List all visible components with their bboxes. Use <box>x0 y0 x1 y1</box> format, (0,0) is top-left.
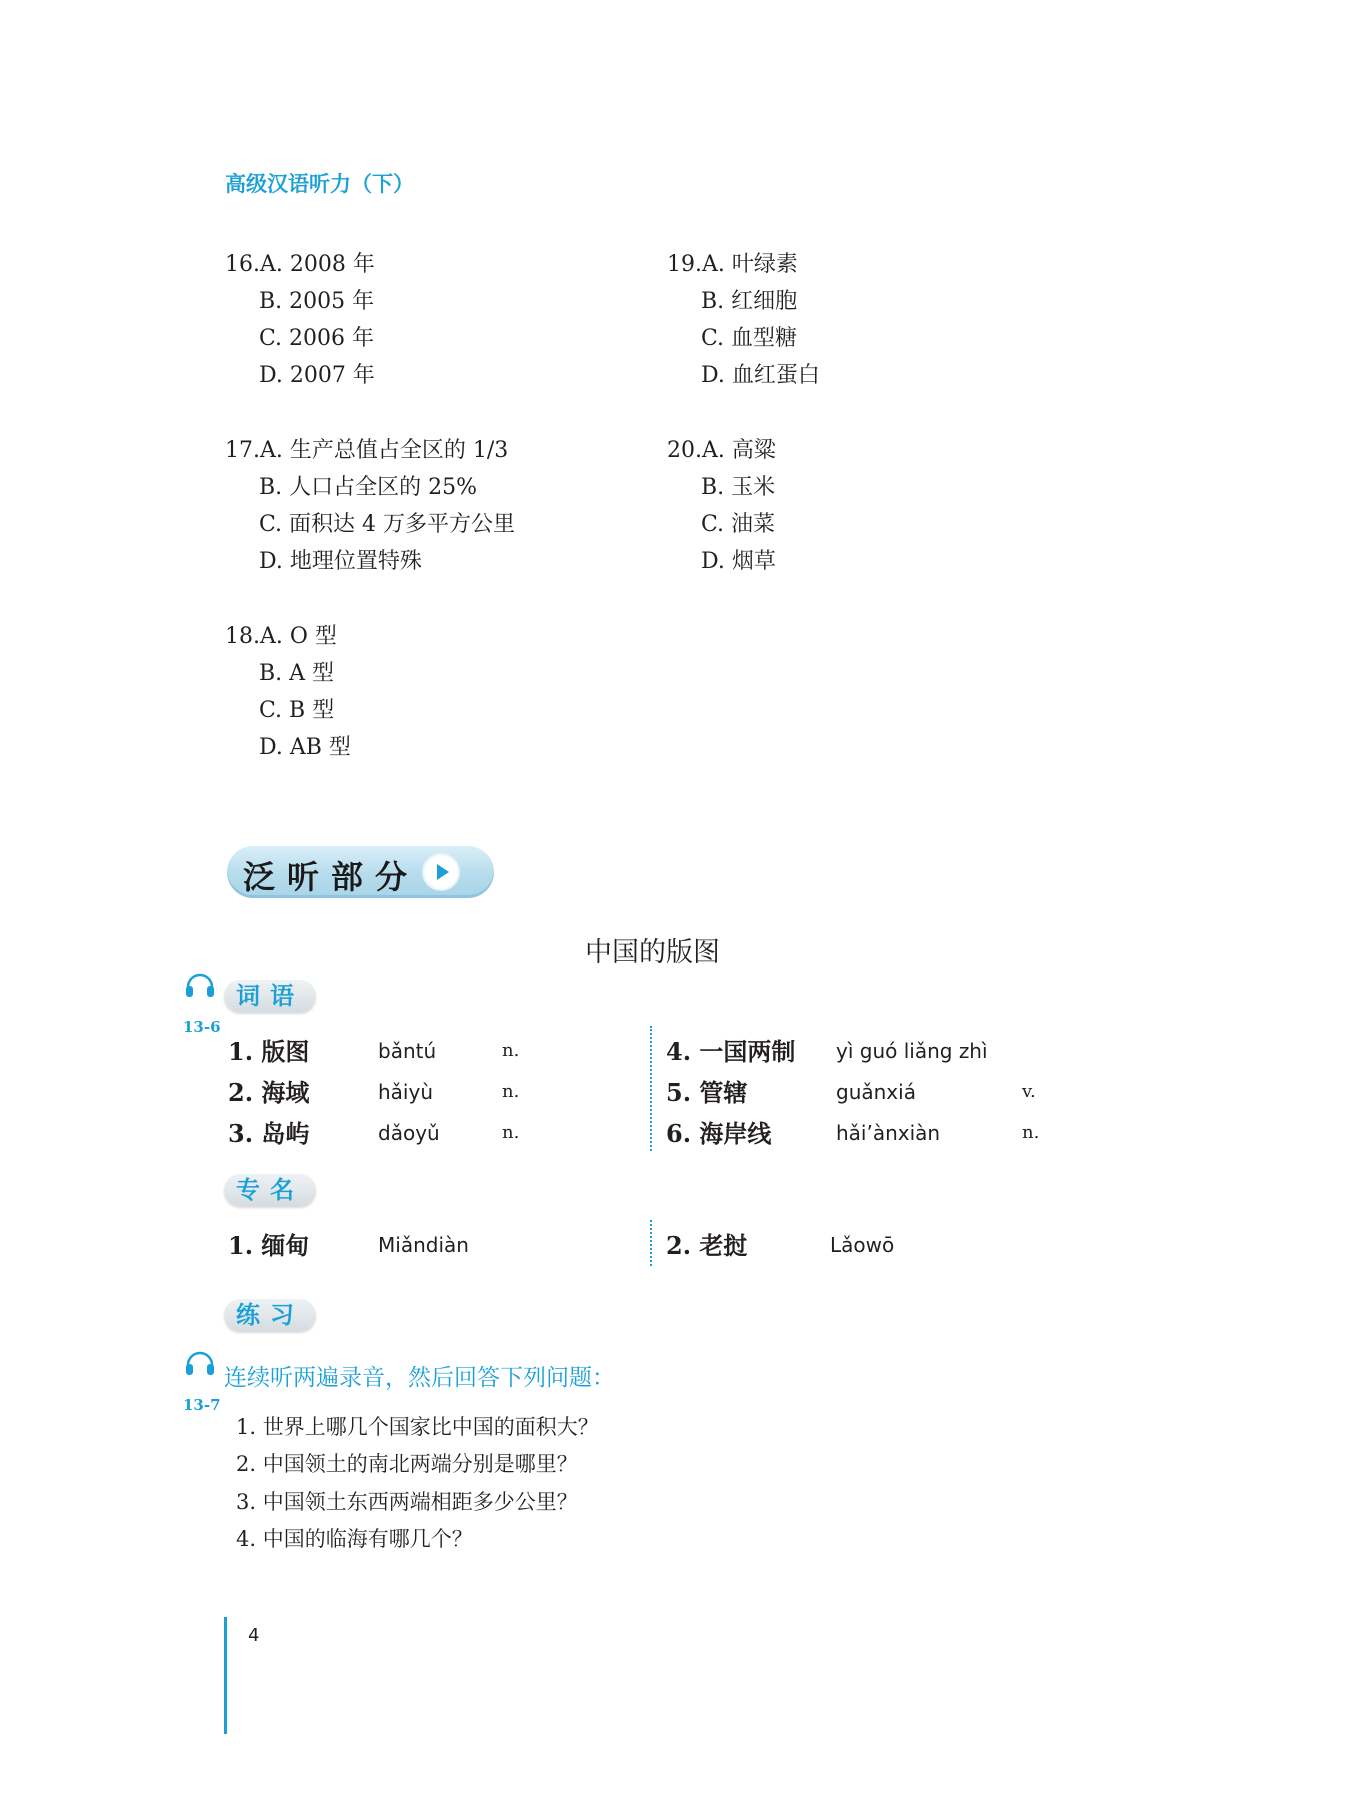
exercise-instruction: 连续听两遍录音，然后回答下列问题： <box>224 1365 615 1391</box>
option-c: C. 血型糖 <box>701 326 798 351</box>
proper-nouns-heading: 专名 <box>224 1174 316 1206</box>
vocab-pinyin-5: guǎnxiá <box>836 1080 916 1104</box>
option-b: B. A 型 <box>259 661 335 686</box>
listening-question-4: 4. 中国的临海有哪几个？ <box>236 1527 473 1551</box>
question-16 <box>225 246 375 394</box>
page-number: 4 <box>248 1625 260 1646</box>
question-18 <box>225 618 351 766</box>
vocab-pinyin-6: hǎi’ànxiàn <box>836 1121 941 1145</box>
question-number: 19. <box>667 252 702 277</box>
vocab-pos-6: n. <box>1022 1122 1040 1143</box>
vocab-word-6: 6. 海岸线 <box>666 1119 772 1148</box>
vocab-word-2: 2. 海域 <box>228 1078 310 1107</box>
proper-noun-pinyin-2: Lǎowō <box>830 1233 895 1257</box>
option-d: D. 地理位置特殊 <box>259 549 422 574</box>
option-d: D. 血红蛋白 <box>701 363 820 388</box>
listening-question-3: 3. 中国领土东西两端相距多少公里？ <box>236 1490 578 1514</box>
section-banner-label: 泛听部分 <box>243 858 420 896</box>
vocab-word-4: 4. 一国两制 <box>666 1037 796 1066</box>
headphones-icon <box>183 1345 217 1379</box>
running-head: 高级汉语听力（下） <box>225 171 414 196</box>
option-c: C. B 型 <box>259 698 335 723</box>
question-17 <box>225 432 515 580</box>
vocab-pos-1: n. <box>502 1040 520 1061</box>
option-b: B. 人口占全区的 25% <box>259 475 478 500</box>
vocab-pinyin-2: hǎiyù <box>378 1080 433 1104</box>
vocab-word-1: 1. 版图 <box>228 1037 310 1066</box>
vocab-pinyin-3: dǎoyǔ <box>378 1121 440 1145</box>
vocab-pos-3: n. <box>502 1122 520 1143</box>
exercise-track-number: 13-7 <box>183 1396 221 1414</box>
vocab-word-3: 3. 岛屿 <box>228 1119 310 1148</box>
option-a: A. 生产总值占全区的 1/3 <box>260 438 509 463</box>
vocab-pinyin-1: bǎntú <box>378 1039 437 1063</box>
vocab-pos-5: v. <box>1022 1081 1036 1102</box>
question-20 <box>667 432 776 580</box>
section-banner <box>227 846 494 898</box>
option-b: B. 红细胞 <box>701 289 798 314</box>
option-c: C. 2006 年 <box>259 326 375 351</box>
vocab-heading: 词语 <box>224 980 316 1012</box>
option-d: D. 2007 年 <box>259 363 375 388</box>
column-divider <box>650 1026 652 1151</box>
question-number: 17. <box>225 438 260 463</box>
question-number: 18. <box>225 624 260 649</box>
question-number: 16. <box>225 252 260 277</box>
option-b: B. 玉米 <box>701 475 776 500</box>
option-d: D. AB 型 <box>259 735 351 760</box>
vocab-pos-2: n. <box>502 1081 520 1102</box>
option-a: A. 高粱 <box>702 438 776 463</box>
headphones-icon <box>183 967 217 1001</box>
option-c: C. 油菜 <box>701 512 776 537</box>
vocab-track-number: 13-6 <box>183 1018 221 1036</box>
proper-noun-pinyin-1: Miǎndiàn <box>378 1233 469 1257</box>
option-a: A. O 型 <box>260 624 337 649</box>
listening-question-2: 2. 中国领土的南北两端分别是哪里？ <box>236 1452 578 1476</box>
option-d: D. 烟草 <box>701 549 776 574</box>
proper-noun-1: 1. 缅甸 <box>228 1231 310 1260</box>
listening-question-1: 1. 世界上哪几个国家比中国的面积大？ <box>236 1415 599 1439</box>
question-number: 20. <box>667 438 702 463</box>
option-b: B. 2005 年 <box>259 289 375 314</box>
vocab-pinyin-4: yì guó liǎng zhì <box>836 1039 988 1063</box>
question-19 <box>667 246 820 394</box>
vocab-word-5: 5. 管辖 <box>666 1078 748 1107</box>
exercise-heading: 练习 <box>224 1299 316 1331</box>
page-margin-rule <box>224 1617 227 1734</box>
column-divider <box>650 1220 652 1266</box>
lesson-title: 中国的版图 <box>585 937 720 968</box>
option-a: A. 2008 年 <box>260 252 375 277</box>
option-a: A. 叶绿素 <box>702 252 798 277</box>
proper-noun-2: 2. 老挝 <box>666 1231 748 1260</box>
play-icon <box>424 855 458 889</box>
option-c: C. 面积达 4 万多平方公里 <box>259 512 516 537</box>
